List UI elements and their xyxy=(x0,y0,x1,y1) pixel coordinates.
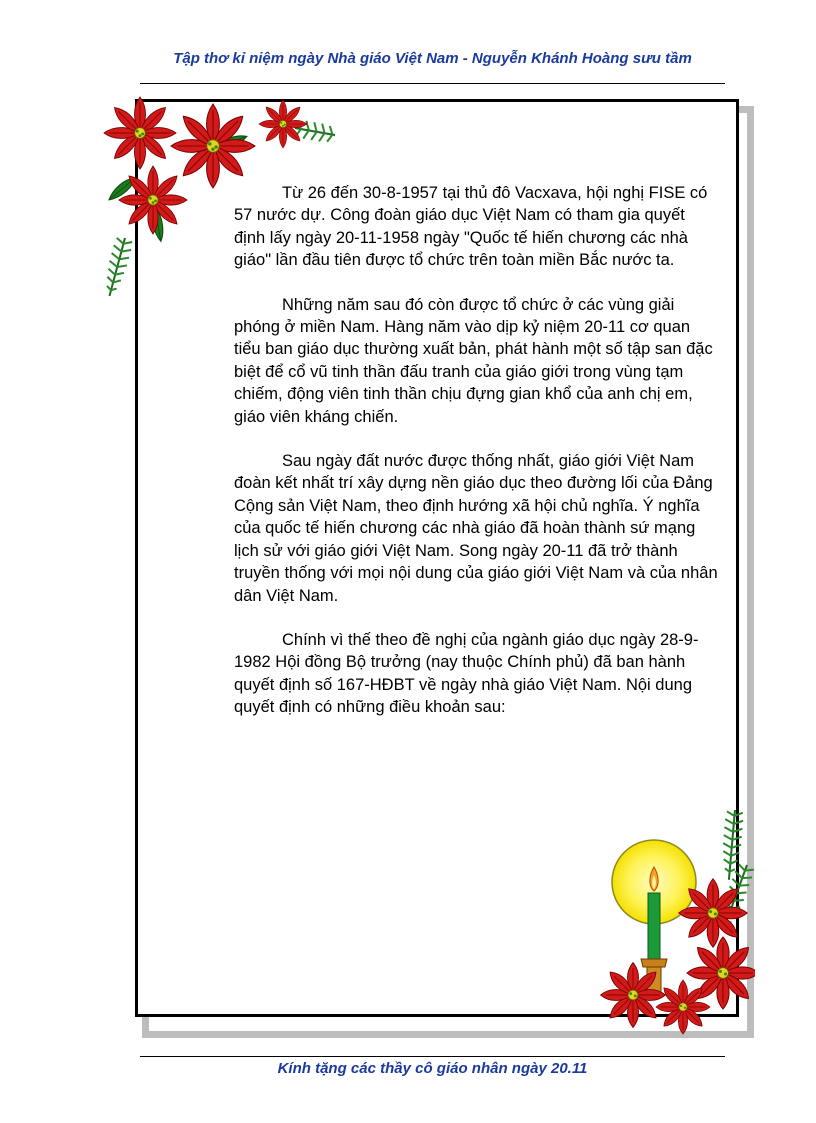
footer-dedication: Kính tặng các thầy cô giáo nhân ngày 20.11 xyxy=(277,1060,588,1077)
page-header-title: Tập thơ kỉ niệm ngày Nhà giáo Việt Nam - Nguyễn Khánh Hoàng sưu tầm xyxy=(173,50,692,67)
poinsettia-corner-icon xyxy=(95,88,335,320)
header-divider xyxy=(140,83,725,84)
paragraph-4: Chính vì thế theo đề nghị của ngành giáo dục ngày 28-9-1982 Hội đồng Bộ trưởng (nay thuộc Chính phủ) đã ban hành quyết định số 167-HĐBT về ngày nhà giáo Việt Nam. Nội dung quyết định có những điều khoản sau: xyxy=(234,630,699,717)
paragraph-2: Những năm sau đó còn được tổ chức ở các vùng giải phóng ở miền Nam. Hàng năm vào dịp kỷ niệm 20-11 cơ quan tiểu ban giáo dục thường xuất bản, phát hành một số tập san đặc biệt để cổ vũ tinh thần đấu tranh của giáo giới trong vùng tạm chiếm, động viên tinh thần chịu đựng gian khổ của anh chị em, giáo viên kháng chiến. xyxy=(234,295,713,426)
candle-poinsettia-icon xyxy=(585,805,755,1040)
paragraph-3: Sau ngày đất nước được thống nhất, giáo giới Việt Nam đoàn kết nhất trí xây dựng nền giáo dục theo đường lối của Đảng Cộng sản Việt Nam, theo định hướng xã hội chủ nghĩa. Ý nghĩa của quốc tế hiến chương các nhà giáo đã hoàn thành sứ mạng lịch sử với giáo giới Việt Nam. Song ngày 20-11 đã trở thành truyền thống với mọi nội dung của giáo giới Việt Nam và của nhân dân Việt Nam. xyxy=(234,452,718,605)
footer-divider xyxy=(140,1056,725,1057)
paragraph-1: Từ 26 đến 30-8-1957 tại thủ đô Vacxava, hội nghị FISE có 57 nước dự. Công đoàn giáo dục Việt Nam có tham gia quyết định lấy ngày 20-11-1958 ngày "Quốc tế hiến chương các nhà giáo" lần đầu tiên được tổ chức trên toàn miền Bắc nước ta. xyxy=(234,184,708,270)
